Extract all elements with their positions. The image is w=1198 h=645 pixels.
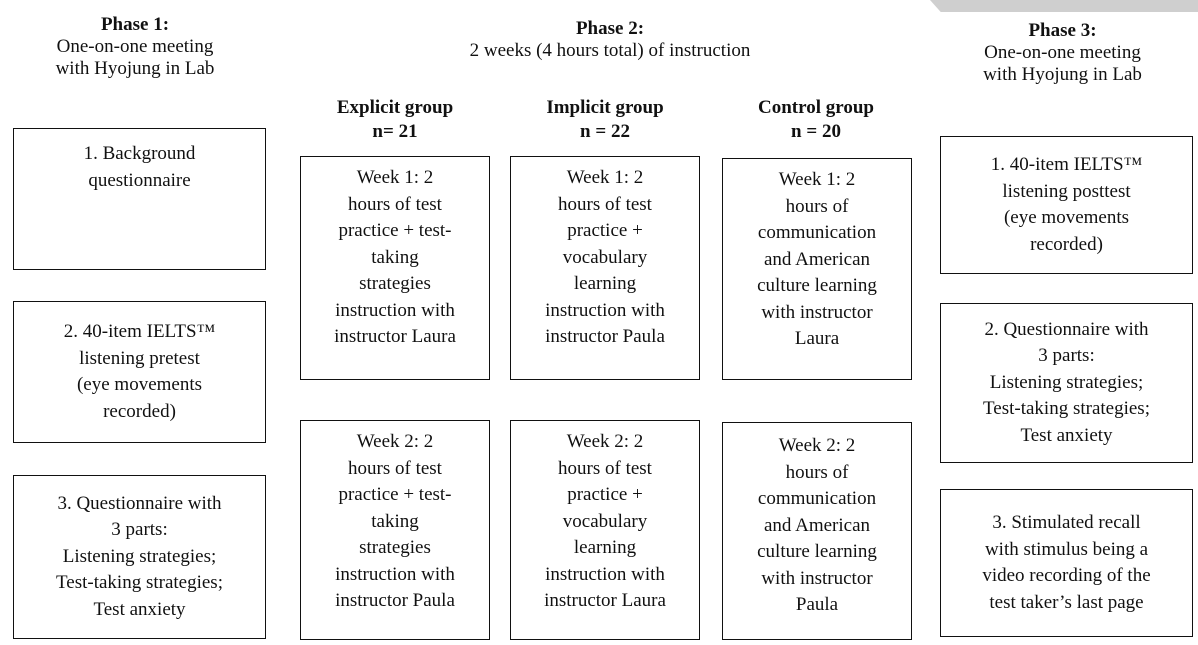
- box-line: Week 1: 2: [566, 167, 644, 188]
- box-line: learning: [573, 273, 637, 294]
- box-line: practice +: [567, 220, 643, 241]
- box-line: Paula: [795, 594, 839, 615]
- phase1-step3-box: [13, 475, 266, 639]
- box-line: culture learning: [757, 275, 877, 296]
- box-line: instructor Laura: [334, 326, 456, 347]
- phase1-subtitle-line: with Hyojung in Lab: [55, 58, 215, 79]
- implicit-group-header: [510, 96, 700, 144]
- phase2-title: Phase 2:: [575, 18, 645, 39]
- box-line: video recording of the: [982, 565, 1151, 586]
- box-line: vocabulary: [562, 510, 648, 532]
- box-line: Laura: [794, 328, 840, 349]
- box-line: with instructor: [761, 301, 873, 323]
- box-line: recorded): [1030, 233, 1103, 255]
- box-line: Week 1: 2: [356, 167, 434, 188]
- box-line: Listening strategies;: [989, 371, 1144, 393]
- phase3-header: [935, 20, 1190, 86]
- box-line: 2. Questionnaire with: [984, 318, 1149, 340]
- box-line: (eye movements: [76, 374, 203, 395]
- box-line: hours of test: [348, 457, 442, 479]
- box-line: Week 2: 2: [566, 431, 644, 452]
- box-line: Week 1: 2: [778, 169, 856, 190]
- box-line: hours of: [785, 195, 849, 217]
- box-line: 3 parts:: [1038, 345, 1095, 367]
- box-line: with instructor: [761, 567, 873, 589]
- phase1-header: [10, 14, 260, 80]
- box-line: 1. Background: [83, 143, 196, 164]
- box-line: instructor Paula: [335, 590, 455, 611]
- box-line: Test anxiety: [93, 598, 186, 620]
- group-n: n= 21: [372, 121, 418, 142]
- box-line: Test anxiety: [1020, 424, 1113, 446]
- box-line: Test-taking strategies;: [56, 572, 223, 594]
- phase1-step1-box: [13, 128, 266, 270]
- box-line: Week 2: 2: [356, 431, 434, 452]
- implicit-week2-box: [510, 420, 700, 640]
- implicit-week1-box: [510, 156, 700, 380]
- box-line: hours of test: [558, 193, 652, 215]
- box-line: with stimulus being a: [984, 538, 1149, 560]
- box-line: instruction with: [335, 563, 455, 585]
- group-name: Explicit group: [336, 97, 454, 118]
- box-line: 3 parts:: [111, 519, 168, 541]
- box-line: hours of test: [558, 457, 652, 479]
- control-group-header: [720, 96, 912, 144]
- phase3-step3-box: [940, 489, 1193, 637]
- phase3-title: Phase 3:: [1028, 20, 1097, 41]
- box-line: communication: [757, 222, 877, 243]
- box-line: (eye movements: [1003, 207, 1130, 228]
- phase1-step2-box: [13, 301, 266, 443]
- group-n: n = 20: [791, 121, 841, 142]
- box-line: instruction with: [335, 299, 455, 321]
- control-week2-box: [722, 422, 912, 640]
- box-line: 2. 40-item IELTS™: [63, 321, 216, 342]
- box-line: strategies: [359, 273, 431, 294]
- box-line: Test-taking strategies;: [983, 398, 1150, 420]
- box-line: strategies: [359, 537, 431, 558]
- phase2-header: [380, 18, 840, 62]
- box-line: culture learning: [757, 541, 877, 562]
- box-line: communication: [757, 488, 877, 509]
- control-week1-box: [722, 158, 912, 380]
- box-line: instruction with: [545, 299, 665, 321]
- group-name: Control group: [758, 97, 874, 118]
- box-line: listening pretest: [79, 347, 200, 369]
- box-line: listening posttest: [1002, 180, 1131, 202]
- explicit-group-header: [300, 96, 490, 144]
- phase1-subtitle-line: One-on-one meeting: [56, 36, 214, 57]
- box-line: practice + test-: [338, 220, 452, 241]
- box-line: questionnaire: [88, 169, 191, 191]
- phase2-subtitle-line: 2 weeks (4 hours total) of instruction: [469, 40, 751, 61]
- box-line: recorded): [103, 400, 176, 422]
- box-line: Listening strategies;: [62, 545, 217, 567]
- corner-decoration: [930, 0, 1198, 12]
- box-line: 3. Questionnaire with: [57, 492, 222, 514]
- box-line: instructor Paula: [545, 326, 665, 347]
- phase3-step2-box: [940, 303, 1193, 463]
- explicit-week2-box: [300, 420, 490, 640]
- box-line: instruction with: [545, 563, 665, 585]
- box-line: 3. Stimulated recall: [992, 512, 1141, 533]
- box-line: practice + test-: [338, 484, 452, 505]
- box-line: learning: [573, 537, 637, 558]
- group-n: n = 22: [580, 121, 630, 142]
- box-line: Week 2: 2: [778, 435, 856, 456]
- box-line: vocabulary: [562, 246, 648, 268]
- phase3-step1-box: [940, 136, 1193, 274]
- group-name: Implicit group: [546, 97, 664, 118]
- phase3-subtitle-line: with Hyojung in Lab: [983, 64, 1142, 85]
- phase1-title: Phase 1:: [100, 14, 170, 35]
- box-line: hours of test: [348, 193, 442, 215]
- box-line: instructor Laura: [544, 590, 666, 611]
- box-line: 1. 40-item IELTS™: [990, 154, 1143, 175]
- box-line: hours of: [785, 461, 849, 483]
- box-line: taking: [371, 510, 419, 532]
- box-line: practice +: [567, 484, 643, 505]
- box-line: test taker’s last page: [989, 591, 1144, 613]
- explicit-week1-box: [300, 156, 490, 380]
- box-line: taking: [371, 246, 419, 268]
- phase3-subtitle-line: One-on-one meeting: [984, 42, 1141, 63]
- box-line: and American: [763, 248, 871, 270]
- box-line: and American: [763, 514, 871, 536]
